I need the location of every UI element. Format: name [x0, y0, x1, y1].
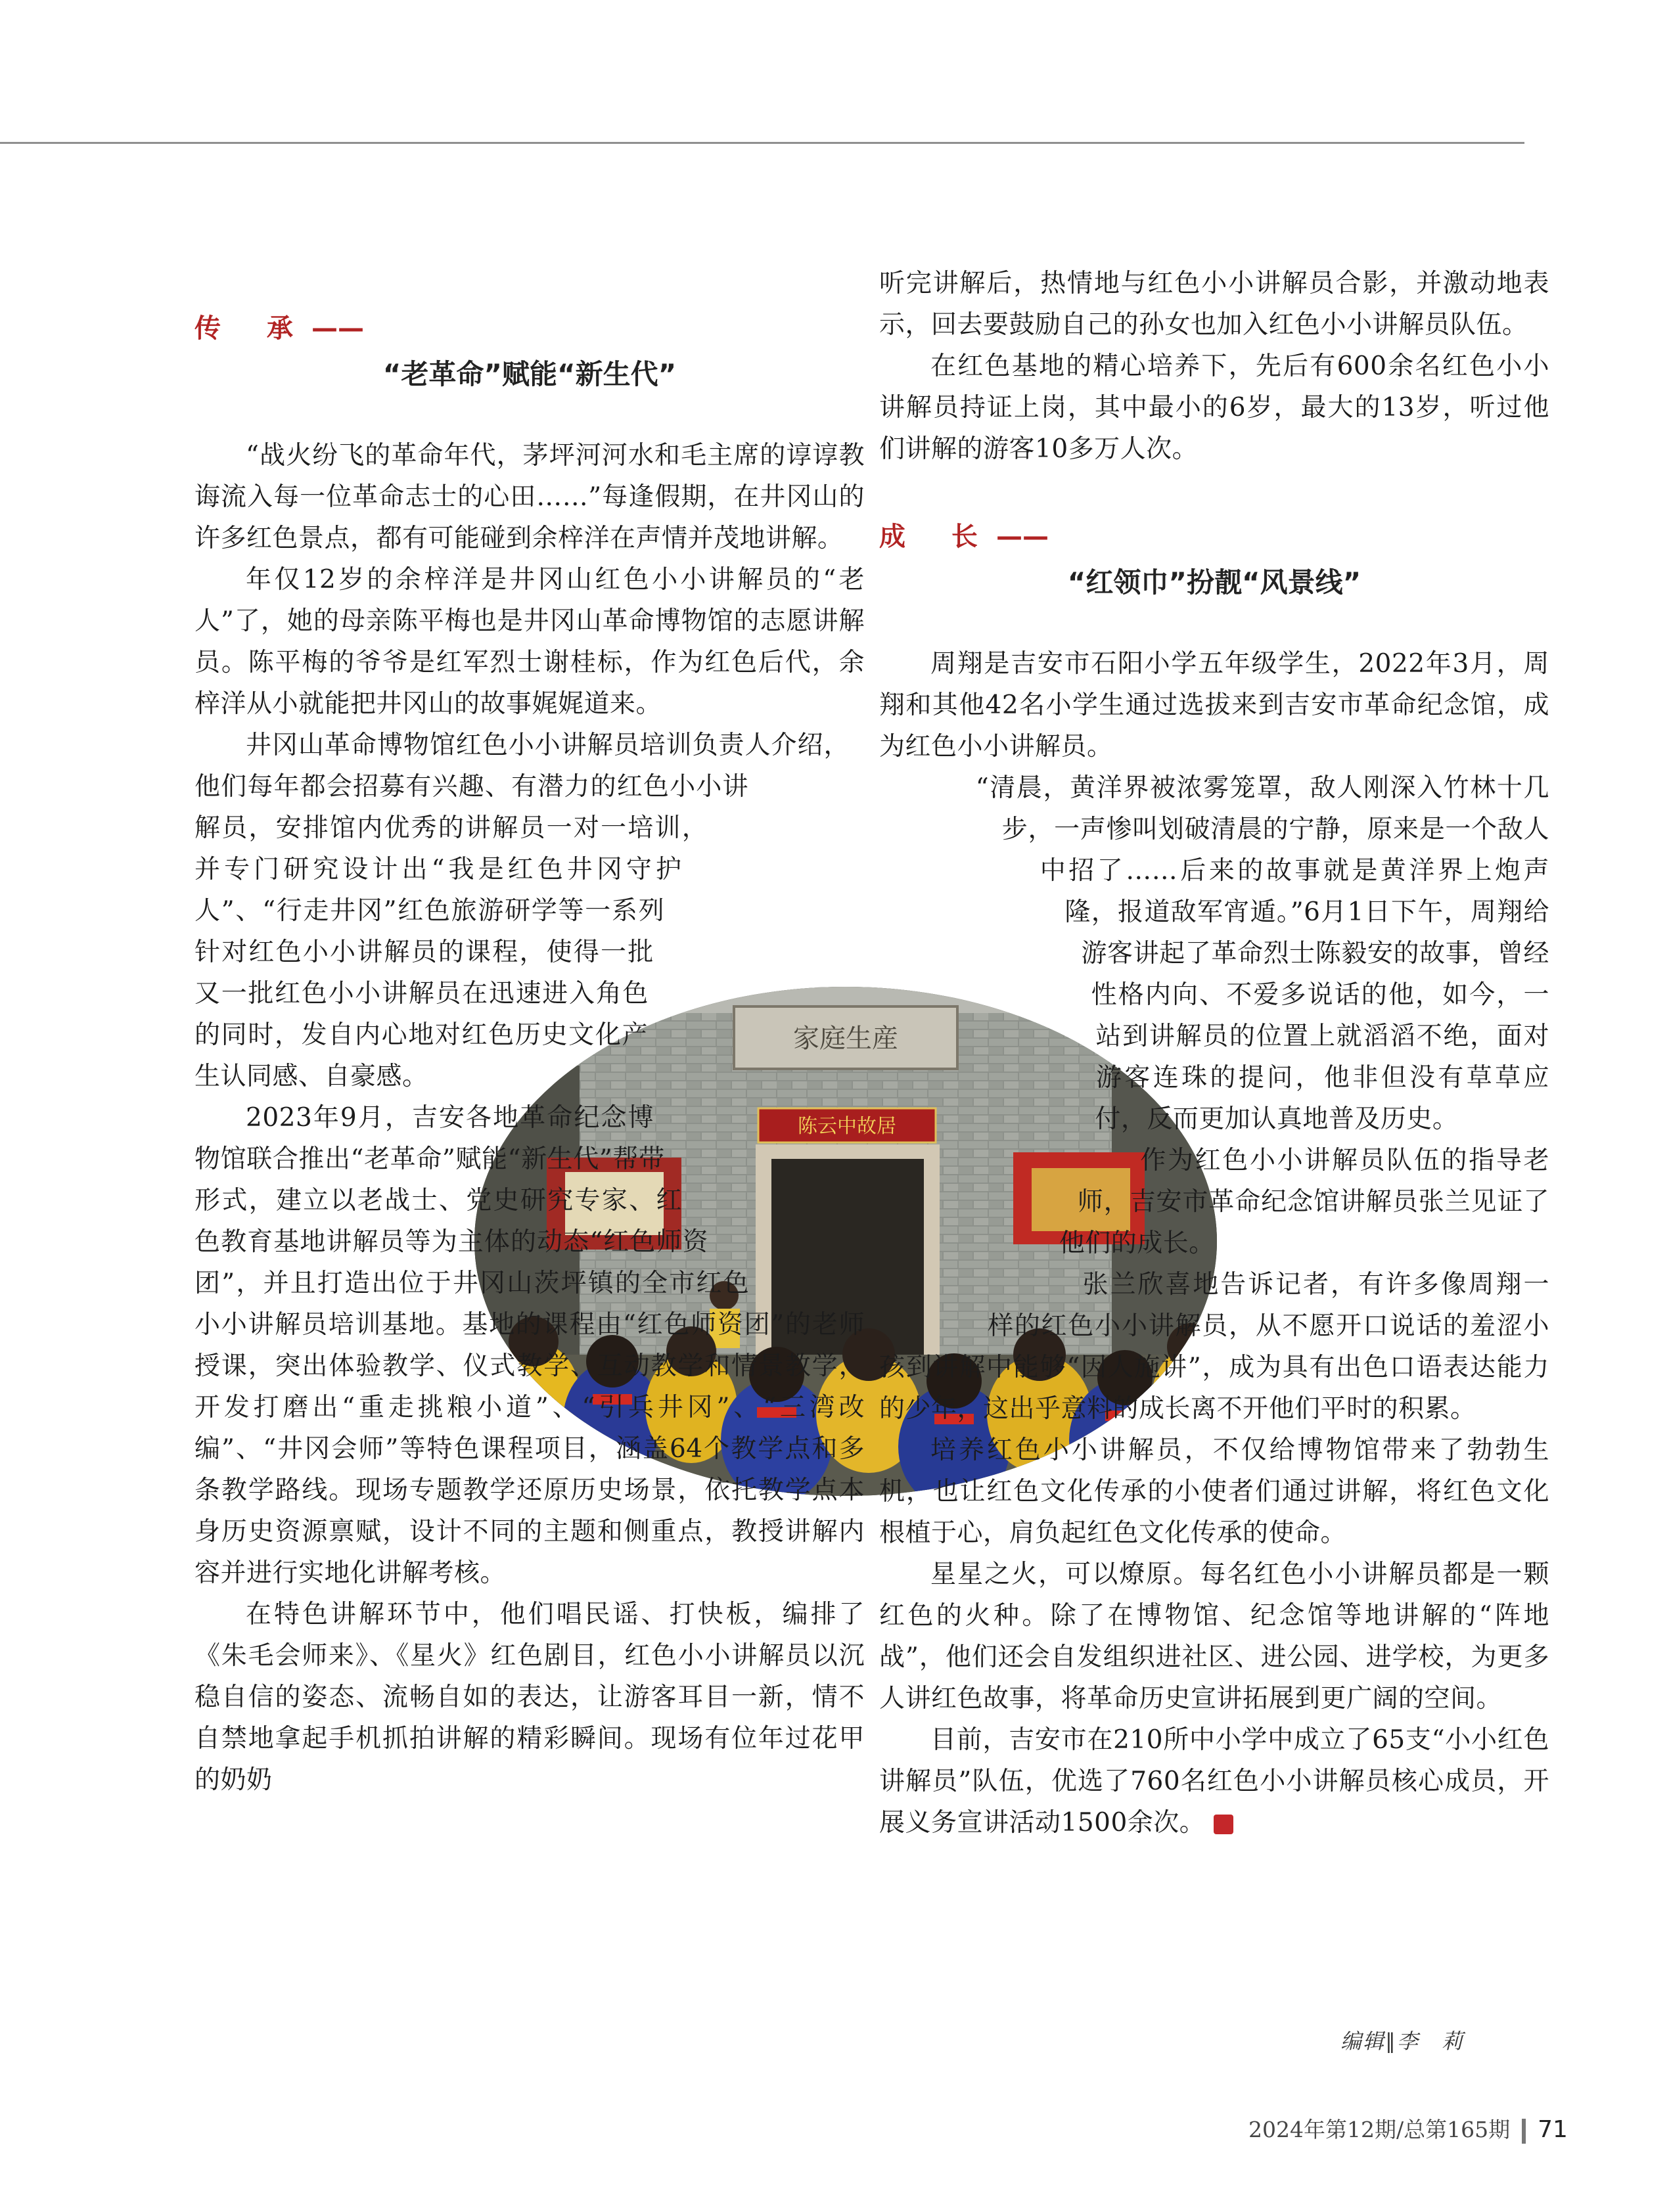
section2-para: 星星之火，可以燎原。每名红色小小讲解员都是一颗红色的火种。除了在博物馆、纪念馆等地讲解的“阵地战”，他们还会自发组织进社区、进公园、进学校，为更多人讲红色故事，将革命历史宣讲拓展到更广阔的空间。	[879, 1560, 1549, 1713]
section2-para	[879, 1719, 1549, 1843]
footer-divider	[1522, 2119, 1526, 2144]
right-continuation-para: 听完讲解后，热情地与红色小小讲解员合影，并激动地表示，回去要鼓励自己的孙女也加入红色小小讲解员队伍。	[879, 269, 1549, 340]
section1-body	[194, 435, 865, 1801]
section1-dash: ——	[311, 313, 364, 344]
section1-label	[194, 309, 865, 348]
left-column	[194, 263, 865, 1801]
issue-info: 2024年第12期/总第165期	[1248, 2117, 1511, 2142]
section2-para: “清晨，黄洋界被浓雾笼罩，敌人刚深入竹林十几步，一声惨叫划破清晨的宁静，原来是一个敌人中招了……后来的故事就是黄洋界上炮声隆，报道敌军宵遁。”6月1日下午，周翔给游客讲起了革命烈士陈毅安的故事，曾经性格内向、不爱多说话的他，如今，一站到讲解员的位置上就滔滔不绝，面对游客连珠的提问，他非但没有草草应付，反而更加认真地普及历史。	[975, 773, 1549, 1134]
section2-label-text: 成 长	[879, 522, 996, 552]
header-rule	[0, 142, 1524, 144]
page-footer	[1248, 2113, 1568, 2144]
section1-label-text: 传 承	[194, 313, 311, 344]
right-para: 在红色基地的精心培养下，先后有600余名红色小小讲解员持证上岗，其中最小的6岁，最大的13岁，听过他们讲解的游客10多万人次。	[879, 351, 1549, 464]
end-mark-icon: G	[1214, 1815, 1233, 1834]
section2-para: 张兰欣喜地告诉记者，有许多像周翔一样的红色小小讲解员，从不愿开口说话的羞涩小孩到讲解中能够“因人施讲”，成为具有出色口语表达能力的少年，这出乎意料的成长离不开他们平时的积累。	[879, 1270, 1549, 1424]
section1-para: 年仅12岁的余梓洋是井冈山红色小小讲解员的“老人”了，她的母亲陈平梅也是井冈山革命博物馆的志愿讲解员。陈平梅的爷爷是红军烈士谢桂标，作为红色后代，余梓洋从小就能把井冈山的故事娓娓道来。	[194, 565, 865, 719]
section1-para: 2023年9月，吉安各地革命纪念博物馆联合推出“老革命”赋能“新生代”帮带形式，建立以老战士、党史研究专家、红色教育基地讲解员等为主体的动态“红色师资团”，并且打造出位于井冈山茨坪镇的全市红色小小讲解员培训基地。基地的课程由“红色师资团”的老师授课，突出体验教学、仪式教学、互动教学和情景教学，开发打磨出“重走挑粮小道”、“引兵井冈”、“三湾改编”、“井冈会师”等特色课程项目，涵盖64个教学点和多条教学路线。现场专题教学还原历史场景，依托教学点本身历史资源禀赋，设计不同的主题和侧重点，教授讲解内容并进行实地化讲解考核。	[194, 1103, 865, 1588]
right-column	[879, 263, 1549, 1843]
section2-label	[879, 517, 1549, 556]
editor-credit: 编辑∥李 莉	[1340, 2029, 1465, 2054]
photo-plaque-text: 家庭生産	[793, 1024, 898, 1054]
section2-dash: ——	[995, 522, 1049, 552]
section2-body	[879, 643, 1549, 1843]
page-number: 71	[1538, 2116, 1568, 2143]
section2-para: 周翔是吉安市石阳小学五年级学生，2022年3月，周翔和其他42名小学生通过选拔来到吉安市革命纪念馆，成为红色小小讲解员。	[879, 649, 1549, 761]
section2-final-text: 目前，吉安市在210所中小学中成立了65支“小小红色讲解员”队伍，优选了760名红色小小讲解员核心成员，开展义务宣讲活动1500余次。	[879, 1725, 1549, 1838]
section1-para: 井冈山革命博物馆红色小小讲解员培训负责人介绍，他们每年都会招募有兴趣、有潜力的红色小小讲解员，安排馆内优秀的讲解员一对一培训，并专门研究设计出“我是红色井冈守护人”、“行走井冈”红色旅游研学等一系列针对红色小小讲解员的课程，使得一批又一批红色小小讲解员在迅速进入角色的同时，发自内心地对红色历史文化产生认同感、自豪感。	[194, 731, 850, 1091]
section1-title: “老革命”赋能“新生代”	[382, 358, 677, 390]
section1-para: “战火纷飞的革命年代，茅坪河河水和毛主席的谆谆教诲流入每一位革命志士的心田……”每逢假期，在井冈山的许多红色景点，都有可能碰到余梓洋在声情并茂地讲解。	[194, 441, 865, 553]
section2-para: 作为红色小小讲解员队伍的指导老师，吉安市革命纪念馆讲解员张兰见证了他们的成长。	[1059, 1146, 1549, 1258]
section2-title: “红领巾”扮靓“风景线”	[1067, 566, 1361, 598]
section1-para: 在特色讲解环节中，他们唱民谣、打快板，编排了《朱毛会师来》、《星火》红色剧目，红色小小讲解员以沉稳自信的姿态、流畅自如的表达，让游客耳目一新，情不自禁地拿起手机抓拍讲解的精彩瞬间。现场有位年过花甲的奶奶	[194, 1600, 865, 1795]
section2-para: 培养红色小小讲解员，不仅给博物馆带来了勃勃生机，也让红色文化传承的小使者们通过讲解，将红色文化根植于心，肩负起红色文化传承的使命。	[879, 1435, 1549, 1548]
photo-red-sign: 陈云中故居	[798, 1115, 896, 1138]
